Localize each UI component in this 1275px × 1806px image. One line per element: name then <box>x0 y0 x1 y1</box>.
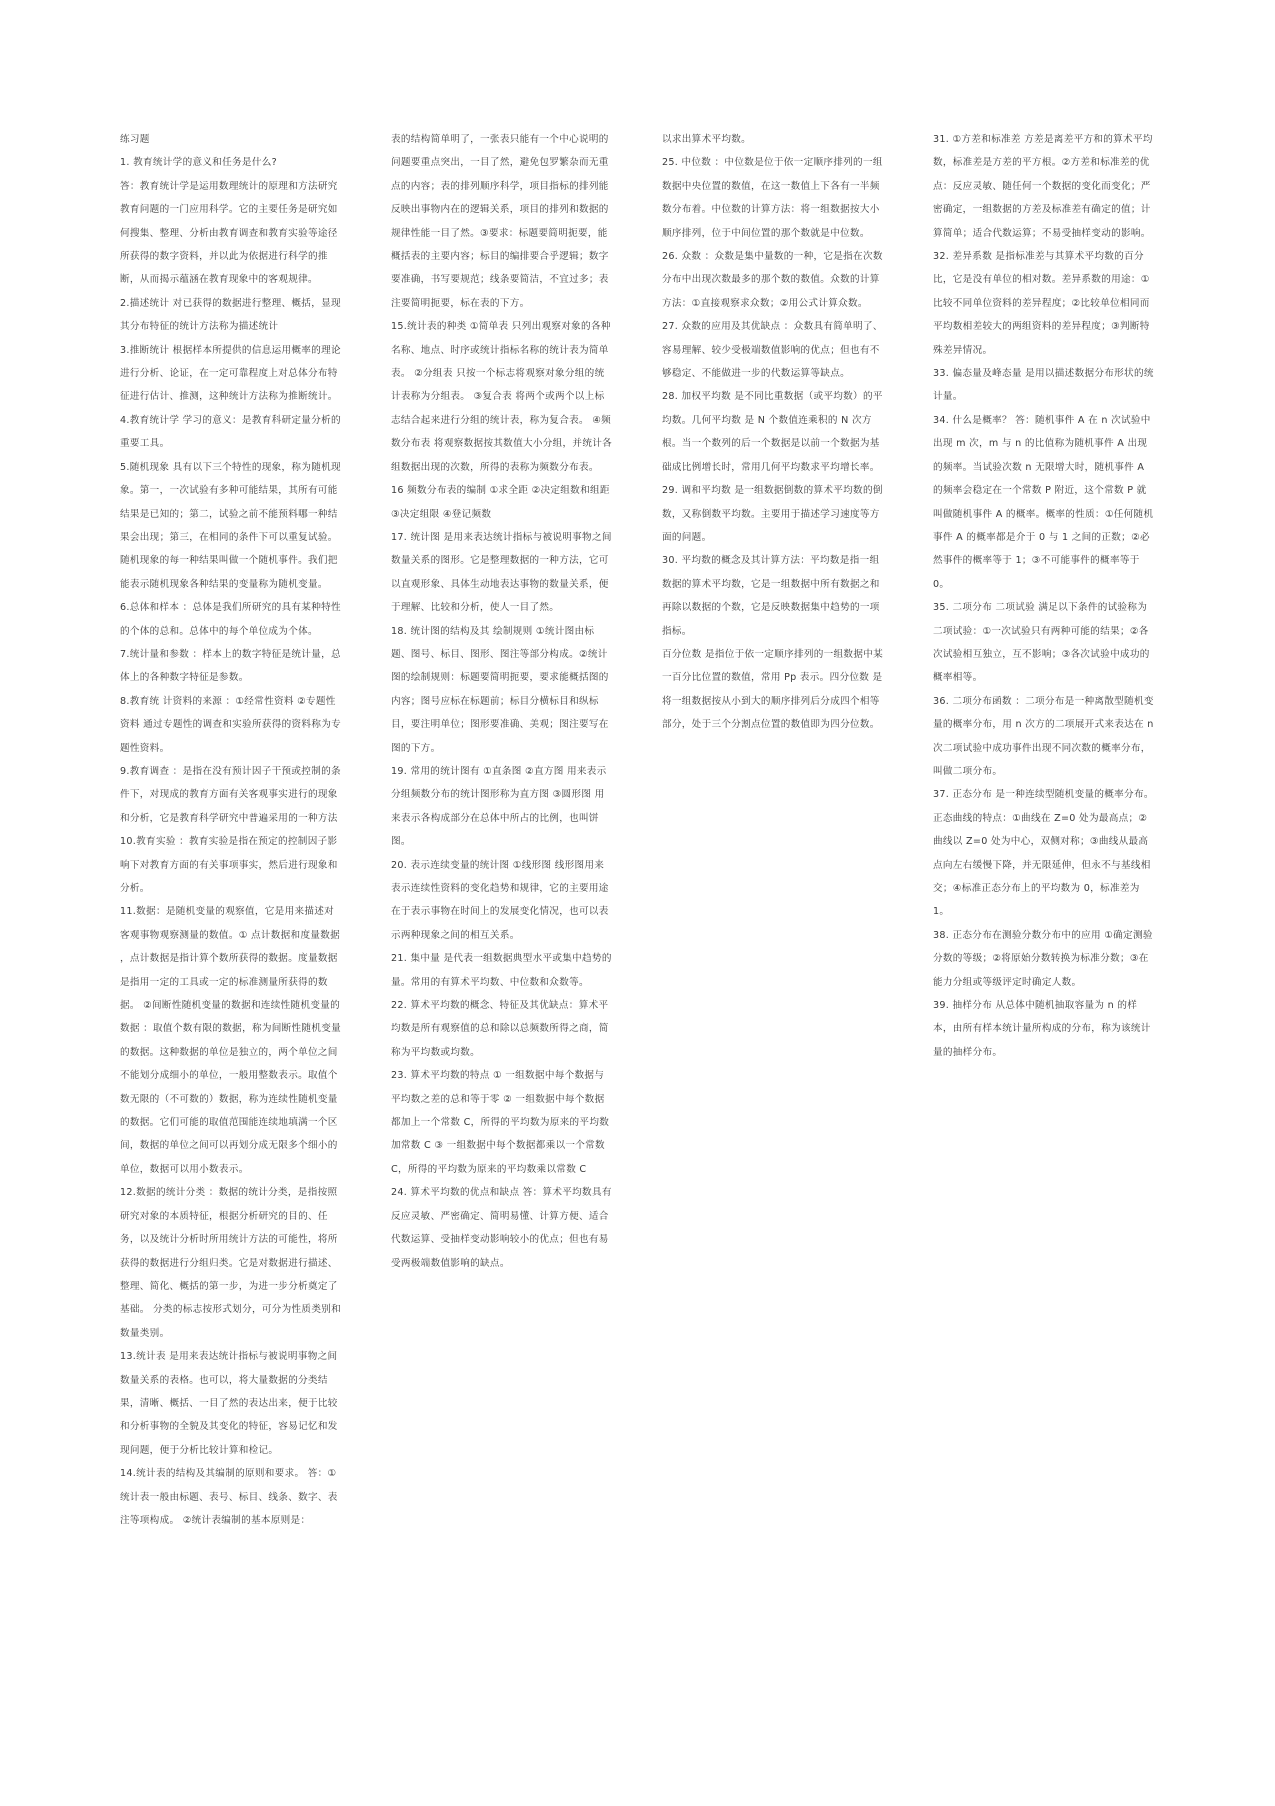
column-1-text: 练习题 1. 教育统计学的意义和任务是什么? 答：教育统计学是运用数理统计的原理和方法研究教育问题的一门应用科学。它的主要任务是研究如何搜集、整理、分析由教育调查和教育实验等途径所获得的数字资料，并以此为依据进行科学的推断，从而揭示蕴涵在教育现象中的客观规律。 2.描述统计 对已获得的数据进行整理、概括，显现其分布特征的统计方法称为描述统计 3.推断统计 根据样本所提供的信息运用概率的理论进行分析、论证，在一定可靠程度上对总体分布特征进行估计、推测，这种统计方法称为推断统计。 4.教育统计学 学习的意义：是教育科研定量分析的重要工具。 5.随机现象 具有以下三个特性的现象，称为随机现象。第一，一次试验有多种可能结果，其所有可能结果是已知的；第二，试验之前不能预料哪一种结果会出现；第三，在相同的条件下可以重复试验。随机现象的每一种结果叫做一个随机事件。我们把能表示随机现象各种结果的变量称为随机变量。 6.总体和样本 ：总体是我们所研究的具有某种特性的个体的总和。总体中的每个单位成为个体。 7.统计量和参数 ：样本上的数字特征是统计量，总体上的各种数字特征是参数。 8.教育统 计资料的来源 ：①经常性资料 ②专题性资料 通过专题性的调查和实验所获得的资料称为专题性资料。 9.教育调查 ：是指在没有预计因子干预或控制的条件下，对现成的教育方面有关客观事实进行的现象和分析，它是教育科学研究中普遍采用的一种方法 10.教育实验 ：教育实验是指在预定的控制因子影响下对教育方面的有关事项事实，然后进行现象和分析。 11.数据：是随机变量的观察值，它是用来描述对客观事物观察测量的数值。① 点计数据和度量数据 ，点计数据是指计算个数所获得的数据。度量数据是指用一定的工具或一定的标准测量所获得的数据。 ②间断性随机变量的数据和连续性随机变量的数据 ：取值个数有限的数据，称为间断性随机变量的数据。这种数据的单位是独立的，两个单位之间不能划分成细小的单位，一般用整数表示。取值个数无限的（不可数的）数据，称为连续性随机变量的数据。它们可能的取值范围能连续地填满一个区间，数据的单位之间可以再划分成无限多个细小的单位，数据可以用小数表示。 12.数据的统计分类 ：数据的统计分类，是指按照研究对象的本质特征，根据分析研究的目的、任务，以及统计分析时所用统计方法的可能性，将所获得的数据进行分组归类。它是对数据进行描述、整理、简化、概括的第一步，为进一步分析奠定了基础。 分类的标志按形式划分，可分为性质类别和数量类别。 13.统计表 是用来表达统计指标与被说明事物之间数量关系的表格。也可以，将大量数据的分类结果，清晰、概括、一目了然的表达出来，便于比较和分析事物的全貌及其变化的特征，容易记忆和发现问题，便于分析比较计算和检记。 14.统计表的结构及其编制的原则和要求。 答：①统计表一般由标题、表号、标目、线条、数字、表注等项构成。 ②统计表编制的基本原则是： <box>120 134 342 1526</box>
text-column-4 <box>933 128 1155 1064</box>
column-4-text: 31. ①方差和标准差 方差是离差平方和的算术平均数，标准差是方差的平方根。②方差和标准差的优点：反应灵敏、随任何一个数据的变化而变化；严密确定，一组数据的方差及标准差有确定的值；计算简单；适合代数运算；不易受抽样变动的影响。 32. 差异系数 是指标准差与其算术平均数的百分比，它是没有单位的相对数。差异系数的用途：①比较不同单位资料的差异程度；②比较单位相同而平均数相差较大的两组资料的差异程度；③判断特殊差异情况。 33. 偏态量及峰态量 是用以描述数据分布形状的统计量。 34. 什么是概率？ 答：随机事件 A 在 n 次试验中出现 m 次，m 与 n 的比值称为随机事件 A 出现的频率。当试验次数 n 无限增大时，随机事件 A 的频率会稳定在一个常数 P 附近，这个常数 P 就叫做随机事件 A 的概率。概率的性质：①任何随机事件 A 的概率都是介于 0 与 1 之间的正数；②必然事件的概率等于 1；③不可能事件的概率等于 0。 35. 二项分布 二项试验 满足以下条件的试验称为二项试验：①一次试验只有两种可能的结果；②各次试验相互独立，互不影响；③各次试验中成功的概率相等。 36. 二项分布函数 ：二项分布是一种离散型随机变量的概率分布，用 n 次方的二项展开式来表达在 n 次二项试验中成功事件出现不同次数的概率分布，叫做二项分布。 37. 正态分布 是一种连续型随机变量的概率分布。正态曲线的特点：①曲线在 Z=0 处为最高点；②曲线以 Z=0 处为中心，双侧对称；③曲线从最高点向左右缓慢下降，并无限延伸，但永不与基线相交；④标准正态分布上的平均数为 0，标准差为 1。 38. 正态分布在测验分数分布中的应用 ①确定测验分数的等级；②将原始分数转换为标准分数；③在能力分组或等级评定时确定人数。 39. 抽样分布 从总体中随机抽取容量为 n 的样本，由所有样本统计量所构成的分布，称为该统计量的抽样分布。 <box>933 134 1154 1058</box>
column-2-text: 表的结构简单明了，一张表只能有一个中心说明的问题要重点突出，一目了然，避免包罗繁杂而无重点的内容；表的排列顺序科学，项目指标的排列能反映出事物内在的逻辑关系，项目的排列和数据的规律性能一目了然。③要求：标题要简明扼要，能概括表的主要内容；标目的编排要合乎逻辑；数字要准确，书写要规范；线条要简洁，不宜过多；表注要简明扼要，标在表的下方。 15.统计表的种类 ①简单表 只列出观察对象的各种名称、地点、时序或统计指标名称的统计表为简单表。 ②分组表 只按一个标志将观察对象分组的统计表称为分组表。 ③复合表 将两个或两个以上标志结合起来进行分组的统计表，称为复合表。 ④频数分布表 将观察数据按其数值大小分组，并统计各组数据出现的次数，所得的表称为频数分布表。 16 频数分布表的编制 ①求全距 ②决定组数和组距 ③决定组限 ④登记频数 17. 统计图 是用来表达统计指标与被说明事物之间数量关系的图形。它是整理数据的一种方法，它可以直观形象、具体生动地表达事物的数量关系，便于理解、比较和分析，使人一目了然。 18. 统计图的结构及其 绘制规则 ①统计图由标题、图号、标目、图形、图注等部分构成。②统计图的绘制规则：标题要简明扼要，要求能概括图的内容；图号应标在标题前；标目分横标目和纵标目，要注明单位；图形要准确、美观；图注要写在图的下方。 19. 常用的统计图有 ①直条图 ②直方图 用来表示分组频数分布的统计图形称为直方图 ③圆形图 用来表示各构成部分在总体中所占的比例，也叫饼图。 20. 表示连续变量的统计图 ①线形图 线形图用来表示连续性资料的变化趋势和规律，它的主要用途在于表示事物在时间上的发展变化情况，也可以表示两种现象之间的相互关系。 21. 集中量 是代表一组数据典型水平或集中趋势的量。常用的有算术平均数、中位数和众数等。 22. 算术平均数的概念、特征及其优缺点：算术平均数是所有观察值的总和除以总频数所得之商，简称为平均数或均数。 23. 算术平均数的特点 ① 一组数据中每个数据与平均数之差的总和等于零 ② 一组数据中每个数据都加上一个常数 C，所得的平均数为原来的平均数加常数 C ③ 一组数据中每个数据都乘以一个常数 C，所得的平均数为原来的平均数乘以常数 C 24. 算术平均数的优点和缺点 答：算术平均数具有反应灵敏、严密确定、简明易懂、计算方便、适合代数运算、受抽样变动影响较小的优点；但也有易受两极端数值影响的缺点。 <box>391 134 613 1269</box>
text-column-3 <box>662 128 884 737</box>
text-column-2 <box>391 128 613 1275</box>
column-3-text: 以求出算术平均数。 25. 中位数 ：中位数是位于依一定顺序排列的一组数据中央位置的数值，在这一数值上下各有一半频数分布着。中位数的计算方法：将一组数据按大小顺序排列，位于中间位置的那个数就是中位数。 26. 众数 ：众数是集中量数的一种，它是指在次数分布中出现次数最多的那个数的数值。众数的计算方法：①直接观察求众数；②用公式计算众数。 27. 众数的应用及其优缺点 ：众数具有简单明了、容易理解、较少受极端数值影响的优点；但也有不够稳定、不能做进一步的代数运算等缺点。 28. 加权平均数 是不同比重数据（或平均数）的平均数。几何平均数 是 N 个数值连乘积的 N 次方根。当一个数列的后一个数据是以前一个数据为基础成比例增长时，常用几何平均数求平均增长率。 29. 调和平均数 是一组数据倒数的算术平均数的倒数，又称倒数平均数。主要用于描述学习速度等方面的问题。 30. 平均数的概念及其计算方法：平均数是指一组数据的算术平均数，它是一组数据中所有数据之和再除以数据的个数，它是反映数据集中趋势的一项指标。 百分位数 是指位于依一定顺序排列的一组数据中某一百分比位置的数值，常用 Pp 表示。四分位数 是将一组数据按从小到大的顺序排列后分成四个相等部分，处于三个分割点位置的数值即为四分位数。 <box>662 134 884 731</box>
text-column-1 <box>120 128 342 1532</box>
